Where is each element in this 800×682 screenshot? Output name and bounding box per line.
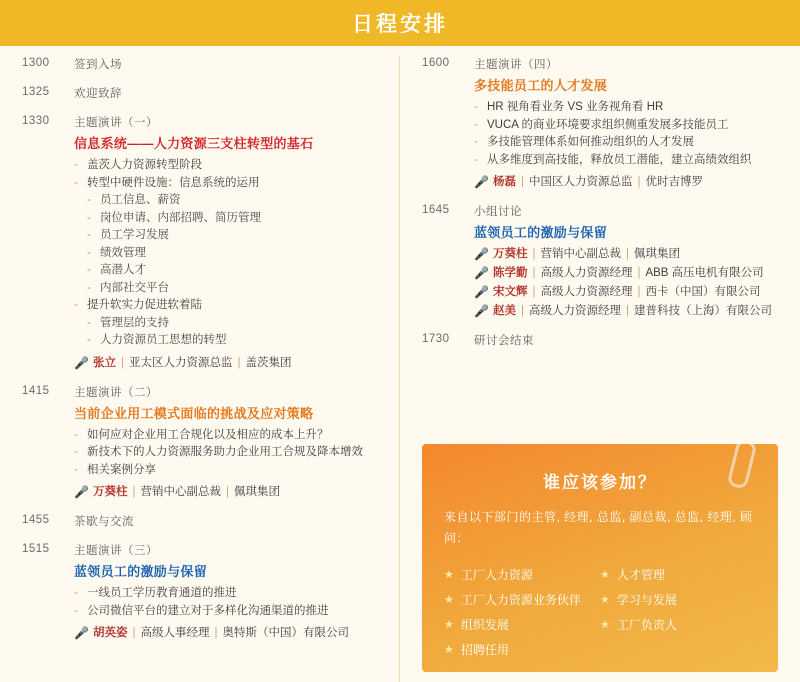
agenda-item-content bbox=[74, 513, 385, 532]
promo-role-item bbox=[600, 588, 756, 613]
promo-role-item bbox=[600, 563, 756, 588]
microphone-icon: 🎤 bbox=[74, 485, 89, 499]
agenda-item bbox=[22, 542, 385, 644]
dash-icon: - bbox=[74, 463, 78, 476]
microphone-icon: 🎤 bbox=[74, 355, 89, 370]
microphone-icon: 🎤 bbox=[74, 626, 89, 640]
agenda-item-time: 1645 bbox=[422, 204, 450, 216]
spacer bbox=[22, 505, 385, 513]
speaker-separator: | bbox=[132, 627, 136, 639]
spacer bbox=[22, 77, 385, 85]
speaker-role: 高级人力资源经理 bbox=[540, 267, 633, 279]
speaker-row bbox=[474, 265, 778, 281]
page-header bbox=[0, 0, 800, 46]
agenda-point-text: 新技术下的人力资源服务助力企业用工合规及降本增效 bbox=[87, 446, 363, 458]
speaker-org: ABB 高压电机有限公司 bbox=[645, 267, 764, 279]
agenda-point-text: 高潜人才 bbox=[100, 264, 146, 276]
agenda-speaker-list bbox=[74, 355, 385, 371]
agenda-point-text: HR 视角看业务 VS 业务视角看 HR bbox=[487, 101, 664, 113]
dash-icon: - bbox=[87, 264, 91, 276]
dash-icon: - bbox=[87, 229, 91, 241]
agenda-item-content bbox=[74, 56, 385, 75]
agenda-item-type: 茶歇与交流 bbox=[74, 516, 134, 528]
speaker-separator: | bbox=[625, 248, 629, 260]
agenda-point bbox=[74, 262, 385, 279]
agenda-point bbox=[74, 192, 385, 209]
agenda-point-text: 内部社交平台 bbox=[100, 281, 169, 294]
speaker-name: 胡英姿 bbox=[92, 627, 128, 639]
speaker-separator: | bbox=[532, 267, 536, 279]
promo-role-label: 学习与发展 bbox=[616, 593, 677, 607]
microphone-icon: 🎤 bbox=[474, 266, 489, 280]
spacer bbox=[422, 353, 778, 361]
dash-icon: - bbox=[74, 176, 78, 189]
speaker-row bbox=[474, 303, 778, 319]
agenda-item-type: 主题演讲（四） bbox=[474, 59, 558, 71]
agenda-point bbox=[474, 134, 778, 151]
dash-icon: - bbox=[474, 118, 478, 131]
agenda-item-type: 主题演讲（二） bbox=[74, 386, 158, 399]
agenda-point-text: 多技能管理体系如何推动组织的人才发展 bbox=[487, 136, 694, 148]
agenda-point bbox=[74, 315, 385, 332]
speaker-separator: | bbox=[637, 176, 641, 188]
agenda-item-title: 信息系统——人力资源三支柱转型的基石 bbox=[74, 136, 314, 151]
speaker-name: 张立 bbox=[92, 356, 116, 369]
star-icon: ★ bbox=[444, 594, 454, 606]
speaker-row bbox=[74, 355, 385, 371]
agenda-item-title: 多技能员工的人才发展 bbox=[474, 78, 608, 93]
speaker-role: 营销中心副总裁 bbox=[540, 248, 621, 260]
agenda-speaker-list bbox=[74, 625, 385, 641]
speaker-row bbox=[474, 284, 778, 300]
agenda-item-content bbox=[474, 56, 778, 193]
agenda-speaker-list bbox=[74, 484, 385, 500]
agenda-item-title: 蓝领员工的激励与保留 bbox=[74, 564, 208, 579]
speaker-row bbox=[74, 484, 385, 500]
agenda-point bbox=[474, 152, 778, 169]
microphone-icon: 🎤 bbox=[474, 304, 489, 318]
agenda-item bbox=[22, 56, 385, 75]
dash-icon: - bbox=[474, 153, 478, 166]
promo-role-item bbox=[444, 588, 600, 613]
agenda-point-text: 从多维度到高技能，释放员工潜能，建立高绩效组织 bbox=[487, 153, 752, 166]
agenda-item-title: 蓝领员工的激励与保留 bbox=[474, 225, 608, 240]
speaker-separator: | bbox=[532, 286, 536, 298]
speaker-org: 奥特斯（中国）有限公司 bbox=[222, 627, 349, 639]
agenda-point bbox=[74, 297, 385, 314]
agenda-item-points bbox=[74, 157, 385, 349]
agenda-point-text: 转型中硬件设施：信息系统的运用 bbox=[87, 176, 260, 189]
speaker-role: 高级人力资源经理 bbox=[540, 286, 633, 298]
agenda-point bbox=[74, 227, 385, 244]
agenda-item-content bbox=[74, 85, 385, 104]
star-icon: ★ bbox=[600, 569, 610, 581]
agenda-item-type: 研讨会结束 bbox=[474, 335, 534, 347]
agenda-item-type: 小组讨论 bbox=[474, 206, 522, 218]
spacer bbox=[22, 646, 385, 654]
page-title: 日程安排 bbox=[352, 13, 448, 36]
promo-role-item bbox=[444, 638, 600, 663]
dash-icon: - bbox=[74, 446, 78, 458]
star-icon: ★ bbox=[600, 594, 610, 606]
promo-role-label: 工厂人力资源 bbox=[460, 568, 533, 582]
speaker-role: 营销中心副总裁 bbox=[140, 486, 221, 498]
microphone-icon: 🎤 bbox=[474, 247, 489, 261]
spacer bbox=[22, 534, 385, 542]
speaker-separator: | bbox=[237, 356, 241, 369]
agenda-point-text: 一线员工学历教育通道的推进 bbox=[87, 587, 237, 599]
speaker-separator: | bbox=[214, 627, 218, 639]
speaker-name: 陈学勤 bbox=[492, 267, 528, 279]
speaker-name: 宋文辉 bbox=[492, 286, 528, 298]
agenda-point-text: 提升软实力促进软着陆 bbox=[87, 299, 202, 311]
promo-role-item bbox=[444, 563, 600, 588]
agenda-point bbox=[74, 175, 385, 192]
speaker-org: 西卡（中国）有限公司 bbox=[645, 286, 761, 298]
agenda-item-time: 1330 bbox=[22, 115, 50, 127]
dash-icon: - bbox=[87, 194, 91, 206]
agenda-item-time: 1325 bbox=[22, 86, 50, 98]
agenda-speaker-list bbox=[474, 246, 778, 319]
who-should-attend-card bbox=[422, 444, 778, 672]
speaker-separator: | bbox=[520, 305, 524, 317]
speaker-separator: | bbox=[132, 486, 136, 498]
agenda-column-left bbox=[22, 56, 400, 682]
dash-icon: - bbox=[74, 587, 78, 599]
speaker-name: 杨磊 bbox=[492, 176, 516, 188]
speaker-role: 高级人事经理 bbox=[140, 627, 210, 639]
agenda-item-points bbox=[74, 585, 385, 619]
agenda-point-text: 人力资源员工思想的转型 bbox=[100, 334, 227, 346]
speaker-role: 中国区人力资源总监 bbox=[528, 176, 633, 188]
star-icon: ★ bbox=[444, 569, 454, 581]
dash-icon: - bbox=[87, 246, 91, 259]
dash-icon: - bbox=[87, 316, 91, 329]
speaker-org: 佩琪集团 bbox=[633, 248, 680, 260]
agenda-point bbox=[74, 245, 385, 262]
dash-icon: - bbox=[74, 604, 78, 617]
agenda-point bbox=[474, 117, 778, 134]
agenda-point-text: 盖茨人力资源转型阶段 bbox=[87, 159, 202, 171]
speaker-separator: | bbox=[625, 305, 629, 317]
agenda-item-type: 欢迎致辞 bbox=[74, 88, 122, 100]
star-icon: ★ bbox=[444, 619, 454, 631]
speaker-separator: | bbox=[532, 248, 536, 260]
star-icon: ★ bbox=[444, 644, 454, 656]
agenda-item-title: 当前企业用工模式面临的挑战及应对策略 bbox=[74, 405, 314, 421]
dash-icon: - bbox=[87, 334, 91, 346]
agenda-item-time: 1415 bbox=[22, 384, 50, 397]
star-icon: ★ bbox=[600, 619, 610, 631]
agenda-point-text: 绩效管理 bbox=[100, 246, 146, 259]
agenda-point bbox=[74, 280, 385, 297]
agenda-point-text: 员工学习发展 bbox=[100, 229, 169, 241]
dash-icon: - bbox=[74, 428, 78, 441]
agenda-item-content bbox=[474, 332, 778, 351]
agenda-point bbox=[474, 99, 778, 116]
agenda-item-content bbox=[74, 384, 385, 504]
promo-role-label: 组织发展 bbox=[460, 618, 509, 632]
agenda-point-text: 公司微信平台的建立对于多样化沟通渠道的推进 bbox=[87, 604, 329, 617]
spacer bbox=[22, 376, 385, 384]
agenda-item-time: 1515 bbox=[22, 543, 50, 555]
agenda-point bbox=[74, 332, 385, 349]
speaker-org: 佩琪集团 bbox=[233, 486, 280, 498]
agenda-point bbox=[74, 210, 385, 227]
promo-role-item bbox=[444, 613, 600, 638]
dash-icon: - bbox=[87, 211, 91, 224]
spacer bbox=[422, 324, 778, 332]
agenda-column-right bbox=[400, 56, 778, 682]
promo-role-label: 招聘任用 bbox=[460, 643, 509, 657]
agenda-item-time: 1300 bbox=[22, 57, 50, 69]
agenda-item-type: 主题演讲（一） bbox=[74, 117, 158, 129]
speaker-separator: | bbox=[520, 176, 524, 188]
speaker-org: 优时吉博罗 bbox=[645, 176, 703, 188]
agenda-item-content bbox=[74, 542, 385, 644]
promo-role-label: 工厂人力资源业务伙伴 bbox=[460, 593, 581, 607]
speaker-row bbox=[474, 174, 778, 190]
promo-role-label: 人才管理 bbox=[616, 568, 665, 582]
microphone-icon: 🎤 bbox=[474, 285, 489, 299]
agenda-point bbox=[74, 603, 385, 620]
promo-heading: 谁应该参加？ bbox=[543, 473, 657, 492]
agenda-point-text: 员工信息、薪资 bbox=[100, 194, 181, 206]
promo-role-list bbox=[444, 563, 756, 663]
agenda-item bbox=[22, 384, 385, 504]
agenda-item-content bbox=[474, 203, 778, 322]
agenda-speaker-list bbox=[474, 174, 778, 190]
speaker-separator: | bbox=[637, 286, 641, 298]
speaker-row bbox=[474, 246, 778, 262]
spacer bbox=[422, 195, 778, 203]
speaker-org: 盖茨集团 bbox=[245, 356, 292, 369]
speaker-separator: | bbox=[637, 267, 641, 279]
agenda-item-type: 签到入场 bbox=[74, 59, 122, 71]
agenda-item-time: 1455 bbox=[22, 514, 50, 526]
agenda-point-text: 管理层的支持 bbox=[100, 316, 169, 329]
microphone-icon: 🎤 bbox=[474, 175, 489, 189]
promo-lead: 来自以下部门的主管, 经理, 总监, 副总裁, 总监, 经理, 顾问： bbox=[444, 510, 753, 545]
agenda-item-points bbox=[474, 99, 778, 168]
agenda-point bbox=[74, 427, 385, 444]
agenda-point-text: VUCA 的商业环境要求组织侧重发展多技能员工 bbox=[487, 118, 729, 131]
dash-icon: - bbox=[74, 159, 78, 171]
speaker-org: 建普科技（上海）有限公司 bbox=[633, 305, 772, 317]
dash-icon: - bbox=[74, 299, 78, 311]
agenda-item bbox=[22, 513, 385, 532]
agenda-item-points bbox=[74, 427, 385, 479]
dash-icon: - bbox=[474, 101, 478, 113]
speaker-separator: | bbox=[120, 356, 124, 369]
speaker-role: 亚太区人力资源总监 bbox=[128, 356, 233, 369]
agenda-point-text: 相关案例分享 bbox=[87, 463, 156, 476]
dash-icon: - bbox=[474, 136, 478, 148]
promo-role-label: 工厂负责人 bbox=[616, 618, 677, 632]
agenda-body bbox=[0, 46, 800, 682]
speaker-row bbox=[74, 625, 385, 641]
agenda-item bbox=[22, 85, 385, 104]
agenda-item-content bbox=[74, 114, 385, 374]
agenda-item bbox=[422, 203, 778, 322]
spacer bbox=[22, 106, 385, 114]
agenda-item bbox=[22, 114, 385, 374]
agenda-point bbox=[74, 157, 385, 174]
agenda-point-text: 如何应对企业用工合规化以及相应的成本上升？ bbox=[87, 428, 329, 441]
agenda-item-type: 主题演讲（三） bbox=[74, 545, 158, 557]
agenda-item-time: 1730 bbox=[422, 333, 450, 345]
speaker-name: 赵美 bbox=[492, 305, 516, 317]
promo-role-item bbox=[600, 613, 756, 638]
speaker-role: 高级人力资源经理 bbox=[528, 305, 621, 317]
agenda-item bbox=[422, 332, 778, 351]
agenda-point bbox=[74, 585, 385, 602]
agenda-item bbox=[422, 56, 778, 193]
speaker-name: 万葵柱 bbox=[492, 248, 528, 260]
agenda-item-time: 1600 bbox=[422, 57, 450, 69]
agenda-point bbox=[74, 444, 385, 461]
speaker-separator: | bbox=[225, 486, 229, 498]
dash-icon: - bbox=[87, 281, 91, 294]
agenda-point-text: 岗位申请、内部招聘、简历管理 bbox=[100, 211, 261, 224]
agenda-point bbox=[74, 462, 385, 479]
speaker-name: 万葵柱 bbox=[92, 486, 128, 498]
